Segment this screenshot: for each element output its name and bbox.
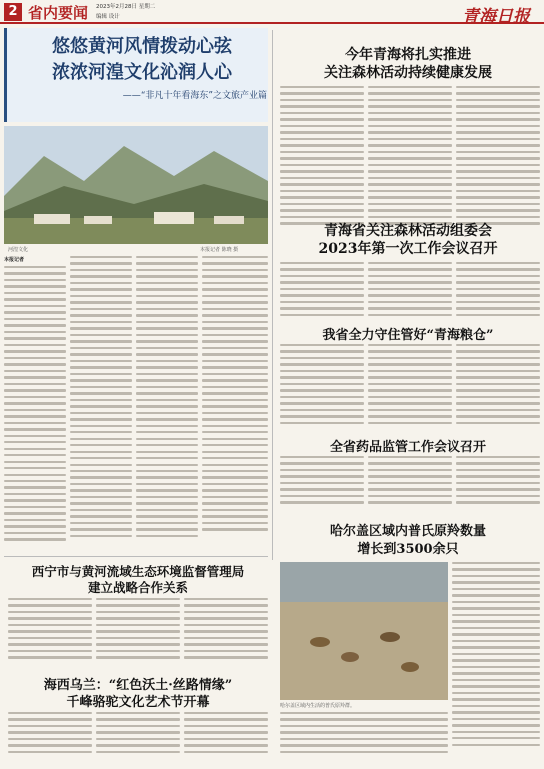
article-2-col-1 [280,262,364,320]
feature-byline: 本报记者 [4,257,25,263]
article-1-col-1 [280,86,364,236]
article-6-headline: 西宁市与黄河流域生态环境监督管理局 [31,564,245,579]
article-6-col-2 [96,598,180,670]
photo-caption-left: 河湟文化 [8,247,29,253]
article-5-headline-2: 增长到3500余只 [357,542,459,557]
article-1-headline: 今年青海将扎实推进 [345,47,471,63]
photo-caption-right: 本报记者 陈晓 摄 [200,247,239,253]
article-3-col-1 [280,344,364,434]
issue-date: 2023年2月28日 星期二 [96,4,156,10]
grassland-photo-icon [280,562,448,700]
section-rule [4,556,268,557]
article-3-col-3 [456,344,540,434]
article-2-col-2 [368,262,452,320]
article-3-col-2 [368,344,452,434]
feature-subtitle: ——“非凡十年看海东”之文旅产业篇 [122,91,267,101]
article-7-headline-2: 千峰骆驼文化艺术节开幕 [66,695,210,710]
antelope-photo-caption: 哈尔盖区域内生活的普氏原羚群。 [280,703,356,709]
page-number: 2 [4,3,22,21]
article-5-col-side [452,562,540,762]
article-4-col-1 [280,456,364,514]
feature-headline-2: 浓浓河湟文化沁润人心 [52,62,232,83]
section-name: 省内要闻 [28,4,89,22]
article-2-headline: 青海省关注森林活动组委会 [324,223,492,239]
landscape-photo-icon [4,126,268,244]
article-1-col-3 [456,86,540,236]
feature-text-col-4 [202,256,268,556]
feature-headline-1: 悠悠黄河风情拨动心弦 [52,36,232,57]
feature-photo [4,126,268,244]
article-5-headline: 哈尔盖区域内普氏原羚数量 [329,524,486,539]
article-4-col-3 [456,456,540,514]
article-3-headline: 我省全力守住管好“青海粮仓” [322,328,494,343]
article-1-headline-2: 关注森林活动持续健康发展 [324,65,492,81]
article-5-col-bottom [280,712,448,764]
article-4-col-2 [368,456,452,514]
editor-line: 编辑 设计 [96,14,120,20]
article-6-col-3 [184,598,268,670]
article-2-headline-2: 2023年第一次工作会议召开 [318,241,498,257]
feature-text-col-2 [70,256,132,556]
column-divider [272,30,273,560]
feature-text-col-1 [4,256,66,556]
article-1-col-2 [368,86,452,236]
article-2-col-3 [456,262,540,320]
feature-text-col-3 [136,256,198,556]
antelope-photo [280,562,448,700]
article-7-col-1 [8,712,92,764]
article-6-headline-2: 建立战略合作关系 [87,580,188,595]
article-4-headline: 全省药品监管工作会议召开 [329,440,486,455]
article-7-col-2 [96,712,180,764]
newspaper-logo: 青海日报 [462,7,530,27]
feature-title-block [4,28,268,122]
page-header [0,0,544,27]
article-6-col-1 [8,598,92,670]
article-7-headline: 海西乌兰：“红色沃土·丝路情缘” [43,678,233,693]
article-7-col-3 [184,712,268,764]
